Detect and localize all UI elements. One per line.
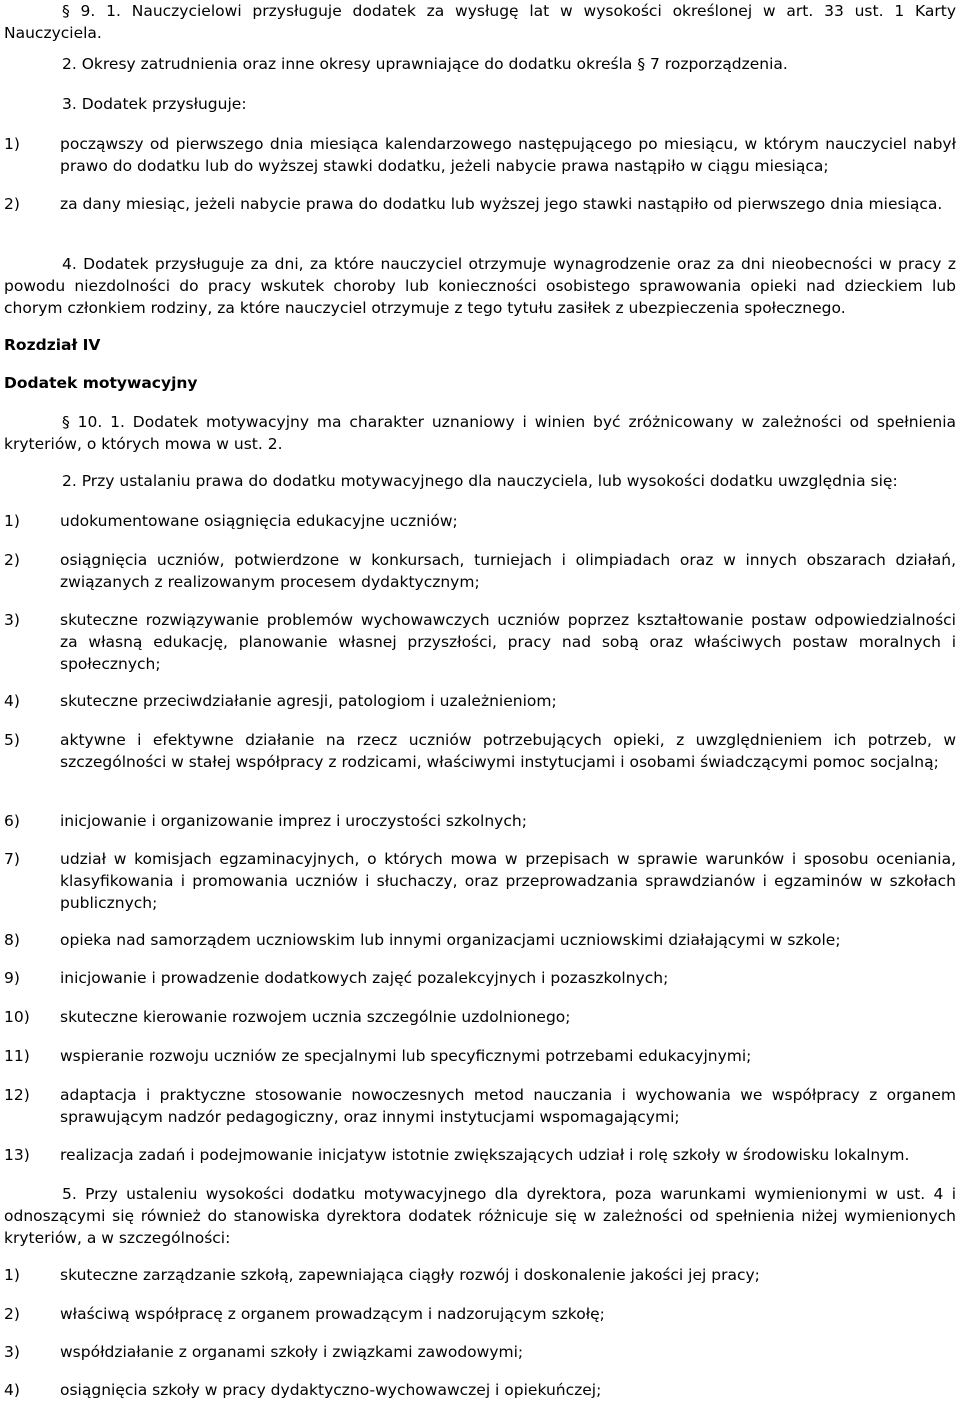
- list-item-number: 3): [4, 611, 20, 629]
- paragraph-10-2: 2. Przy ustalaniu prawa do dodatku motywacyjnego dla nauczyciela, lub wysokości dodatku uwzględnia się:: [62, 472, 898, 490]
- list-item-text: udział w komisjach egzaminacyjnych, o których mowa w przepisach w sprawie warunków i sposobu oceniania, klasyfikowania i promowania uczniów i słuchaczy, oraz przeprowadzania sprawdzianów i egzaminów w szkołach publicznych;: [60, 850, 956, 912]
- paragraph-10-5: 5. Przy ustaleniu wysokości dodatku motywacyjnego dla dyrektora, poza warunkami wymienionymi w ust. 4 i odnoszącymi się również do stanowiska dyrektora dodatek różnicuje się w zależności od spełnienia niżej wymienionych kryteriów, a w szczególności:: [4, 1185, 956, 1247]
- list-item-number: 2): [4, 1305, 20, 1323]
- list-item-text: adaptacja i praktyczne stosowanie nowoczesnych metod nauczania i wychowania we współpracy z organem sprawującym nadzór pedagogiczny, oraz innymi instytucjami wspomagającymi;: [60, 1086, 956, 1126]
- chapter-number: Rozdział IV: [4, 336, 101, 354]
- list-item-text: skuteczne przeciwdziałanie agresji, patologiom i uzależnieniom;: [60, 692, 557, 710]
- list-item-text: osiągnięcia szkoły w pracy dydaktyczno-wychowawczej i opiekuńczej;: [60, 1381, 602, 1399]
- list-item-text: osiągnięcia uczniów, potwierdzone w konkursach, turniejach i olimpiadach oraz w innych obszarach działań, związanych z realizowanym procesem dydaktycznym;: [60, 551, 956, 591]
- list-item-number: 6): [4, 812, 20, 830]
- list-item-text: skuteczne zarządzanie szkołą, zapewniająca ciągły rozwój i doskonalenie jakości jej pracy;: [60, 1266, 760, 1284]
- list-item-number: 9): [4, 969, 20, 987]
- list-item-text: począwszy od pierwszego dnia miesiąca kalendarzowego następującego po miesiącu, w którym nauczyciel nabył prawo do dodatku lub do wyższej stawki dodatku, jeżeli nabycie prawa nastąpiło w ciągu miesiąca;: [60, 135, 956, 175]
- list-item-text: inicjowanie i organizowanie imprez i uroczystości szkolnych;: [60, 812, 527, 830]
- list-item-text: wspieranie rozwoju uczniów ze specjalnymi lub specyficznymi potrzebami edukacyjnymi;: [60, 1047, 752, 1065]
- list-item-number: 2): [4, 195, 20, 213]
- list-item-text: współdziałanie z organami szkoły i związkami zawodowymi;: [60, 1343, 524, 1361]
- list-item-number: 1): [4, 1266, 20, 1284]
- list-item-text: skuteczne rozwiązywanie problemów wychowawczych uczniów poprzez kształtowanie postaw odpowiedzialności za własną edukację, planowanie własnej przyszłości, pracy nad sobą oraz właściwych postaw moralnych i społecznych;: [60, 611, 956, 673]
- list-item-number: 10): [4, 1008, 30, 1026]
- paragraph-9-3: 3. Dodatek przysługuje:: [62, 95, 247, 113]
- list-item-text: aktywne i efektywne działanie na rzecz uczniów potrzebujących opieki, z uwzględnieniem ich potrzeb, w szczególności w stałej współpracy z rodzicami, właściwymi instytucjami i osobami świadczącymi pomoc socjalną;: [60, 731, 956, 771]
- list-item-number: 5): [4, 731, 20, 749]
- chapter-title: Dodatek motywacyjny: [4, 374, 198, 392]
- list-item-number: 13): [4, 1146, 30, 1164]
- list-item-text: właściwą współpracę z organem prowadzącym i nadzorującym szkołę;: [60, 1305, 605, 1323]
- list-item-number: 12): [4, 1086, 30, 1104]
- paragraph-10-1: § 10. 1. Dodatek motywacyjny ma charakter uznaniowy i winien być zróżnicowany w zależności od spełnienia kryteriów, o których mowa w ust. 2.: [4, 413, 956, 453]
- list-item-text: udokumentowane osiągnięcia edukacyjne uczniów;: [60, 512, 458, 530]
- list-item-text: realizacja zadań i podejmowanie inicjatyw istotnie zwiększających udział i rolę szkoły w środowisku lokalnym.: [60, 1146, 910, 1164]
- list-item-number: 1): [4, 135, 20, 153]
- paragraph-9-1: § 9. 1. Nauczycielowi przysługuje dodatek za wysługę lat w wysokości określonej w art. 33 ust. 1 Karty Nauczyciela.: [4, 2, 956, 42]
- list-item-number: 7): [4, 850, 20, 868]
- list-item-number: 2): [4, 551, 20, 569]
- list-item-number: 8): [4, 931, 20, 949]
- paragraph-9-4: 4. Dodatek przysługuje za dni, za które nauczyciel otrzymuje wynagrodzenie oraz za dni nieobecności w pracy z powodu niezdolności do pracy wskutek choroby lub konieczności osobistego sprawowania opieki nad dzieckiem lub chorym członkiem rodziny, za które nauczyciel otrzymuje z tego tytułu zasiłek z ubezpieczenia społecznego.: [4, 255, 956, 317]
- list-item-number: 11): [4, 1047, 30, 1065]
- list-item-number: 4): [4, 1381, 20, 1399]
- list-item-number: 4): [4, 692, 20, 710]
- list-item-text: skuteczne kierowanie rozwojem ucznia szczególnie uzdolnionego;: [60, 1008, 571, 1026]
- list-item-number: 3): [4, 1343, 20, 1361]
- list-item-text: inicjowanie i prowadzenie dodatkowych zajęć pozalekcyjnych i pozaszkolnych;: [60, 969, 669, 987]
- paragraph-9-2: 2. Okresy zatrudnienia oraz inne okresy uprawniające do dodatku określa § 7 rozporządzenia.: [62, 55, 788, 73]
- list-item-text: opieka nad samorządem uczniowskim lub innymi organizacjami uczniowskimi działającymi w szkole;: [60, 931, 841, 949]
- list-item-number: 1): [4, 512, 20, 530]
- list-item-text: za dany miesiąc, jeżeli nabycie prawa do dodatku lub wyższej jego stawki nastąpiło od pierwszego dnia miesiąca.: [60, 195, 943, 213]
